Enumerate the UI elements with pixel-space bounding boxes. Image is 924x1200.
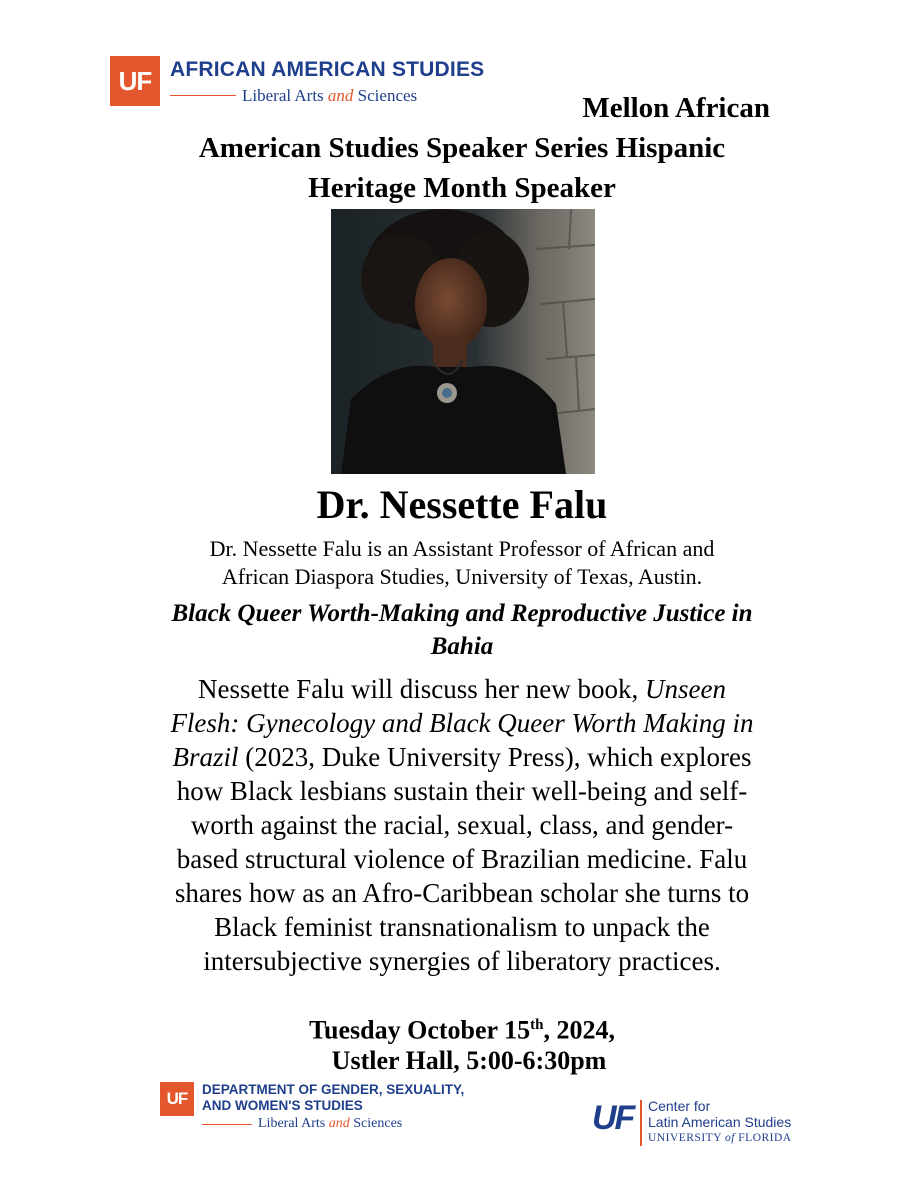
title-line-1: Mellon African — [582, 92, 770, 124]
affiliation-line-1: Dr. Nessette Falu is an Assistant Professor of African and — [209, 536, 715, 561]
logo-college-subtitle: Liberal Arts and Sciences — [242, 86, 418, 105]
logo-department-title: DEPARTMENT OF GENDER, SEXUALITY, AND WOMEN'S STUDIES — [202, 1082, 465, 1113]
speaker-name: Dr. Nessette Falu — [316, 482, 608, 527]
description-line: Brazil (2023, Duke University Press), which explores — [172, 742, 752, 772]
logo-university-name: UNIVERSITY of FLORIDA — [648, 1132, 792, 1144]
description-line: Nessette Falu will discuss her new book, Unseen — [198, 674, 726, 704]
uf-logo-mark: UF — [592, 1099, 634, 1137]
title-line-2: American Studies Speaker Series Hispanic — [198, 132, 726, 164]
speaker-portrait-photo — [331, 209, 595, 474]
uf-logo-mark: UF — [110, 56, 160, 106]
uf-logo-mark: UF — [160, 1082, 194, 1116]
affiliation-line-2: African Diaspora Studies, University of Texas, Austin. — [221, 564, 703, 589]
logo-college-subtitle: Liberal Arts and Sciences — [258, 1116, 403, 1131]
description-line: how Black lesbians sustain their well-being and self- — [176, 776, 748, 806]
talk-title — [80, 597, 844, 663]
logo-rule — [202, 1124, 252, 1125]
talk-title-line-1: Black Queer Worth-Making and Reproductive Justice in — [171, 600, 753, 627]
center-latin-american-studies-logo — [592, 1098, 822, 1150]
title-line-3: Heritage Month Speaker — [308, 172, 616, 204]
gender-sexuality-womens-studies-logo — [160, 1080, 520, 1136]
speaker-affiliation — [80, 535, 844, 591]
logo-department-title: AFRICAN AMERICAN STUDIES — [170, 58, 485, 81]
description-line: intersubjective synergies of liberatory practices. — [203, 946, 721, 976]
event-venue-time: Ustler Hall, 5:00-6:30pm — [331, 1046, 607, 1075]
book-title: Unseen — [644, 674, 726, 704]
event-description — [100, 672, 824, 978]
description-line: Black feminist transnationalism to unpack the — [214, 912, 710, 942]
logo-divider — [640, 1100, 642, 1146]
description-line: based structural violence of Brazilian medicine. Falu — [176, 844, 748, 874]
description-line: worth against the racial, sexual, class, and gender- — [190, 810, 734, 840]
description-line: shares how as an Afro-Caribbean scholar she turns to — [174, 878, 750, 908]
talk-title-line-2: Bahia — [430, 633, 494, 660]
event-series-title — [100, 88, 824, 208]
description-line — [100, 706, 824, 740]
book-title: Flesh: Gynecology and Black Queer Worth Making in — [170, 708, 754, 738]
book-title: Brazil — [172, 742, 239, 772]
event-date: Tuesday October 15th, 2024, — [309, 1015, 615, 1045]
logo-center-name: Center for Latin American Studies — [648, 1098, 792, 1130]
